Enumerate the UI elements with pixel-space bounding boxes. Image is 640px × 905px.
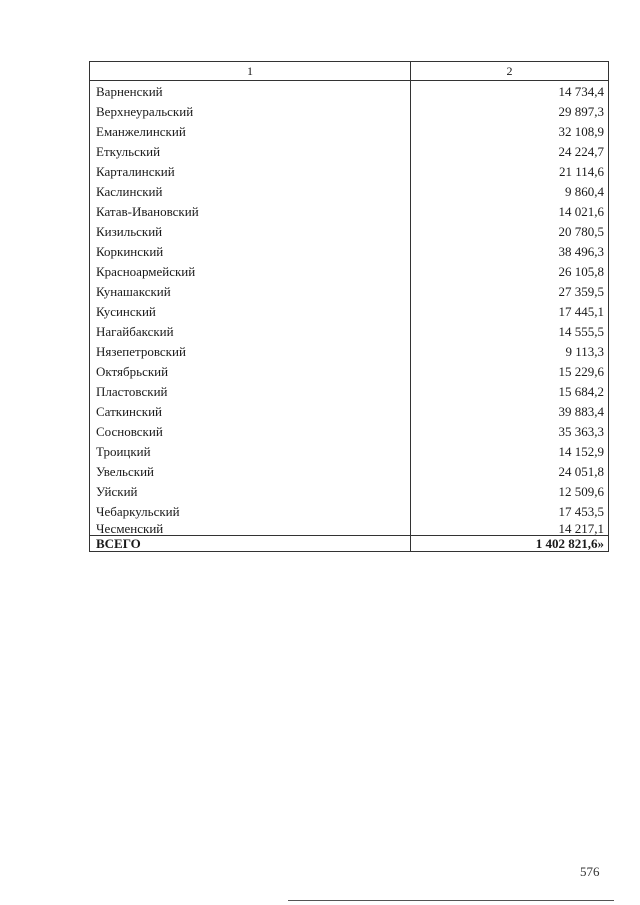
table-row (90, 81, 609, 102)
district-name: Каслинский (90, 181, 411, 201)
district-name: Троицкий (90, 441, 411, 461)
page-number: 576 (580, 864, 600, 879)
table-body (90, 81, 609, 536)
district-value: 15 229,6 (411, 361, 609, 381)
district-name: Увельский (90, 461, 411, 481)
district-value: 15 684,2 (411, 381, 609, 401)
district-value: 17 445,1 (411, 301, 609, 321)
table-row (90, 261, 609, 281)
table-row (90, 121, 609, 141)
district-value: 21 114,6 (411, 161, 609, 181)
district-name: Коркинский (90, 241, 411, 261)
table-row (90, 221, 609, 241)
district-name: Еткульский (90, 141, 411, 161)
table-row (90, 501, 609, 521)
table-row (90, 201, 609, 221)
district-value: 32 108,9 (411, 121, 609, 141)
district-name: Кусинский (90, 301, 411, 321)
district-value: 14 555,5 (411, 321, 609, 341)
district-value: 9 860,4 (411, 181, 609, 201)
district-value: 26 105,8 (411, 261, 609, 281)
district-value: 24 051,8 (411, 461, 609, 481)
district-name: Чесменский (90, 521, 411, 536)
district-value: 9 113,3 (411, 341, 609, 361)
table-row (90, 241, 609, 261)
district-name: Красноармейский (90, 261, 411, 281)
district-value: 27 359,5 (411, 281, 609, 301)
table-header-row (90, 62, 609, 81)
table-row (90, 341, 609, 361)
allocation-table (89, 61, 609, 552)
district-value: 14 021,6 (411, 201, 609, 221)
district-name: Варненский (90, 81, 411, 102)
district-name: Верхнеуральский (90, 101, 411, 121)
total-label: ВСЕГО (90, 536, 411, 552)
table-row (90, 401, 609, 421)
district-name: Нагайбакский (90, 321, 411, 341)
district-name: Кизильский (90, 221, 411, 241)
district-name: Пластовский (90, 381, 411, 401)
table-row (90, 521, 609, 536)
column-header-1: 1 (90, 62, 411, 81)
total-row (90, 536, 609, 552)
district-value: 39 883,4 (411, 401, 609, 421)
table-row (90, 381, 609, 401)
table-row (90, 361, 609, 381)
table-row (90, 441, 609, 461)
district-value: 24 224,7 (411, 141, 609, 161)
district-name: Саткинский (90, 401, 411, 421)
district-name: Уйский (90, 481, 411, 501)
district-name: Октябрьский (90, 361, 411, 381)
district-value: 14 152,9 (411, 441, 609, 461)
table-row (90, 461, 609, 481)
table-row (90, 321, 609, 341)
district-name: Еманжелинский (90, 121, 411, 141)
district-value: 14 734,4 (411, 81, 609, 102)
table-row (90, 281, 609, 301)
district-value: 14 217,1 (411, 521, 609, 536)
district-name: Нязепетровский (90, 341, 411, 361)
table-row (90, 481, 609, 501)
total-value: 1 402 821,6» (411, 536, 609, 552)
district-name: Чебаркульский (90, 501, 411, 521)
table-row (90, 101, 609, 121)
district-value: 20 780,5 (411, 221, 609, 241)
table-row (90, 301, 609, 321)
district-value: 17 453,5 (411, 501, 609, 521)
district-name: Кунашакский (90, 281, 411, 301)
table-row (90, 161, 609, 181)
column-header-2: 2 (411, 62, 609, 81)
district-value: 38 496,3 (411, 241, 609, 261)
district-name: Карталинский (90, 161, 411, 181)
table-row (90, 141, 609, 161)
district-value: 12 509,6 (411, 481, 609, 501)
district-value: 35 363,3 (411, 421, 609, 441)
bottom-rule (288, 900, 614, 901)
table-row (90, 181, 609, 201)
district-value: 29 897,3 (411, 101, 609, 121)
table-row (90, 421, 609, 441)
district-name: Катав-Ивановский (90, 201, 411, 221)
district-name: Сосновский (90, 421, 411, 441)
